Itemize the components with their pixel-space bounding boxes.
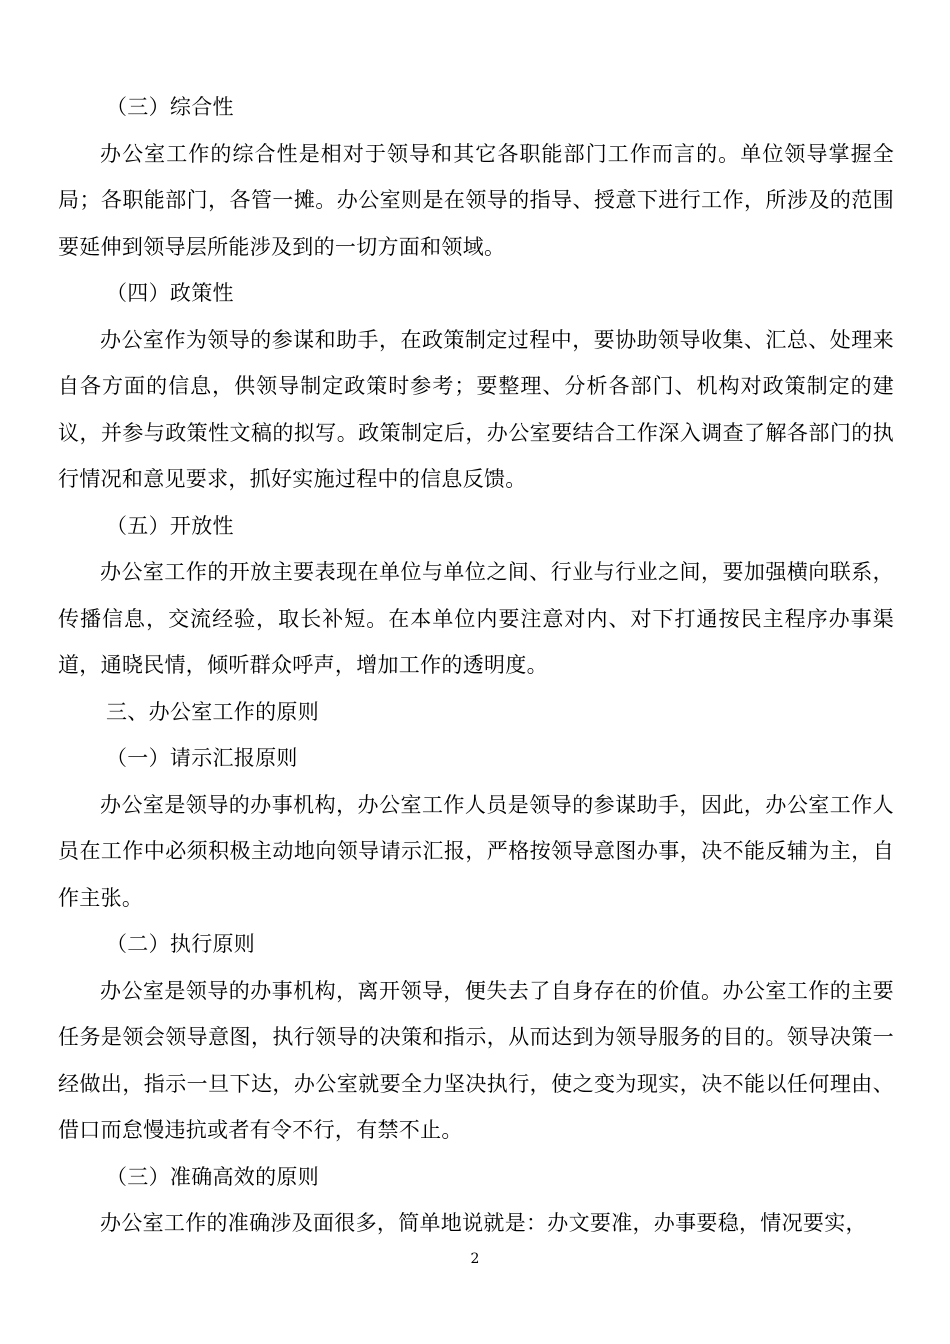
section-heading-execution-principle: （二）执行原则: [106, 932, 256, 956]
chapter-heading-principles: 三、办公室工作的原则: [106, 699, 319, 724]
document-body: [58, 84, 894, 1247]
paragraph-comprehensive: 办公室工作的综合性是相对于领导和其它各职能部门工作而言的。单位领导掌握全局；各职能部门，各管一摊。办公室则是在领导的指导、授意下进行工作，所涉及的范围要延伸到领导层所能涉及到的一切方面和领域。: [58, 141, 894, 259]
section-heading-report-principle: （一）请示汇报原则: [106, 746, 298, 770]
paragraph-openness: 办公室工作的开放主要表现在单位与单位之间、行业与行业之间，要加强横向联系，传播信息，交流经验，取长补短。在本单位内要注意对内、对下打通按民主程序办事渠道，通晓民情，倾听群众呼声，增加工作的透明度。: [58, 560, 894, 677]
section-heading-policy: （四）政策性: [106, 281, 234, 305]
page-number: 2: [470, 1251, 480, 1267]
paragraph-accuracy-principle: 办公室工作的准确涉及面很多，简单地说就是：办文要准，办事要稳，情况要实，: [100, 1211, 867, 1235]
section-heading-openness: （五）开放性: [106, 513, 234, 538]
section-heading-accuracy-principle: （三）准确高效的原则: [106, 1164, 319, 1189]
section-heading-comprehensive: （三）综合性: [106, 95, 234, 119]
paragraph-execution-principle: 办公室是领导的办事机构，离开领导，便失去了自身存在的价值。办公室工作的主要任务是领会领导意图，执行领导的决策和指示，从而达到为领导服务的目的。领导决策一经做出，指示一旦下达，办公室就要全力坚决执行，使之变为现实，决不能以任何理由、借口而怠慢违抗或者有令不行，有禁不止。: [58, 978, 894, 1142]
paragraph-policy: 办公室作为领导的参谋和助手，在政策制定过程中，要协助领导收集、汇总、处理来自各方面的信息，供领导制定政策时参考；要整理、分析各部门、机构对政策制定的建议，并参与政策性文稿的拟写。政策制定后，办公室要结合工作深入调查了解各部门的执行情况和意见要求，抓好实施过程中的信息反馈。: [58, 327, 894, 491]
paragraph-report-principle: 办公室是领导的办事机构，办公室工作人员是领导的参谋助手，因此，办公室工作人员在工作中必须积极主动地向领导请示汇报，严格按领导意图办事，决不能反辅为主，自作主张。: [58, 792, 894, 910]
